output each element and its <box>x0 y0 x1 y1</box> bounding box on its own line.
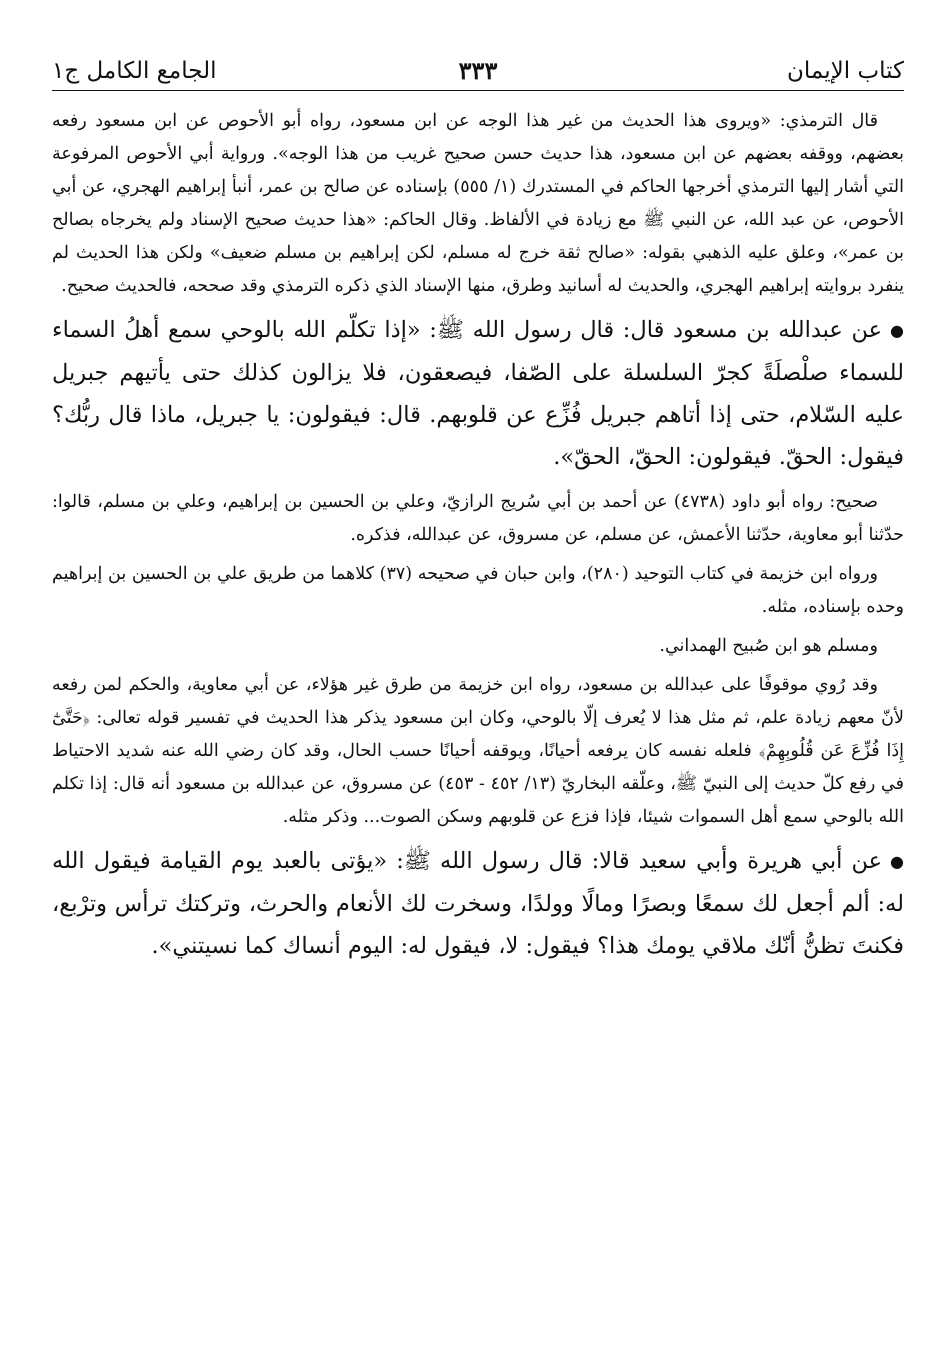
book-page <box>52 48 904 975</box>
hadith-text: عن عبدالله بن مسعود قال: قال رسول الله ﷺ: «إذا تكلّم الله بالوحي سمع أهلُ السماء للسماء صلْصلَةً كجرّ السلسلة على الصّفا، فيصعقون، فلا يزالون كذلك حتى يأتيهم جبريل عليه السّلام، حتى إذا أتاهم جبريل فُزِّع عن قلوبهم. قال: فيقولون: يا جبريل، ماذا قال ربُّك؟ فيقول: الحقّ. فيقولون: الحقّ، الحقّ». <box>52 317 904 470</box>
commentary-paragraph: ورواه ابن خزيمة في كتاب التوحيد (٢٨٠)، وابن حبان في صحيحه (٣٧) كلاهما من طريق علي بن الحسين بن إبراهيم وحده بإسناده، مثله. <box>52 564 904 617</box>
page-body <box>52 91 904 967</box>
grading-paragraph: صحيح: رواه أبو داود (٤٧٣٨) عن أحمد بن أبي سُريج الرازيّ، وعلي بن الحسين بن إبراهيم، وعلي بن مسلم، قالوا: حدّثنا أبو معاوية، حدّثنا الأعمش، عن مسلم، عن مسروق، عن عبدالله، فذكره. <box>52 492 904 545</box>
commentary-paragraph: ومسلم هو ابن صُبيح الهمداني. <box>659 636 878 656</box>
commentary-paragraph: قال الترمذي: «ويروى هذا الحديث من غير هذا الوجه عن ابن مسعود، رواه أبو الأحوص عن ابن مسعود رفعه بعضهم، ووقفه بعضهم عن ابن مسعود، هذا حديث حسن صحيح غريب من هذا الوجه». ورواية أبي الأحوص المرفوعة التي أشار إليها الترمذي أخرجها الحاكم في المستدرك (١/ ٥٥٥) بإسناده عن صالح بن عمر، أنبأ إبراهيم الهجري، عن أبي الأحوص، عن عبد الله، عن النبي ﷺ مع زيادة في الألفاظ. وقال الحاكم: «هذا حديث صحيح الإسناد ولم يخرجاه بصالح بن عمر»، وعلق عليه الذهبي بقوله: «صالح ثقة خرج له مسلم، لكن إبراهيم بن مسلم ضعيف» ولكن هذا الحديث لم ينفرد بروايته إبراهيم الهجري، والحديث له أسانيد وطرق، منها الإسناد الذي ذكره الترمذي وقد صححه، فالحديث صحيح. <box>52 111 904 296</box>
running-header <box>52 48 904 91</box>
hadith-text: عن أبي هريرة وأبي سعيد قالا: قال رسول الله ﷺ: «يؤتى بالعبد يوم القيامة فيقول الله له: ألم أجعل لك سمعًا وبصرًا ومالًا وولدًا، وسخرت لك الأنعام والحرث، وتركتك ترأس وترْبع، فكنتَ تظنُّ أنّك ملاقي يومك هذا؟ فيقول: لا، فيقول له: اليوم أنساك كما نسيتني». <box>52 848 904 959</box>
book-title: الجامع الكامل ج١ <box>52 58 217 84</box>
hadith-paragraph <box>52 309 904 478</box>
bullet-icon: ● <box>890 852 904 871</box>
hadith-paragraph <box>52 840 904 967</box>
commentary-paragraph: وقد رُوي موقوفًا على عبدالله بن مسعود، رواه ابن خزيمة من طرق غير هؤلاء، عن أبي معاوية، والحكم لمن رفعه لأنّ معهم زيادة علم، ثم مثل هذا لا يُعرف إلّا بالوحي، وكان ابن مسعود يذكر هذا الحديث في تفسير قوله تعالى: ﴿حَتَّىٰٓ إِذَا فُزِّعَ عَن قُلُوبِهِمْ﴾ فلعله نفسه كان يرفعه أحيانًا، ويوقفه أحيانًا حسب الحال، وقد كان رضي الله عنه شديد الاحتياط في رفع كلّ حديث إلى النبيّ ﷺ، وعلّقه البخاريّ (١٣/ ٤٥٢ - ٤٥٣) عن مسروق، عن عبدالله بن مسعود أنه قال: إذا تكلم الله بالوحي سمع أهل السموات شيئا، فإذا فزع عن قلوبهم وسكن الصوت... وذكر مثله. <box>52 675 904 827</box>
chapter-title: كتاب الإيمان <box>787 58 904 84</box>
bullet-icon: ● <box>890 321 904 340</box>
page-number: ٣٣٣ <box>458 56 498 85</box>
